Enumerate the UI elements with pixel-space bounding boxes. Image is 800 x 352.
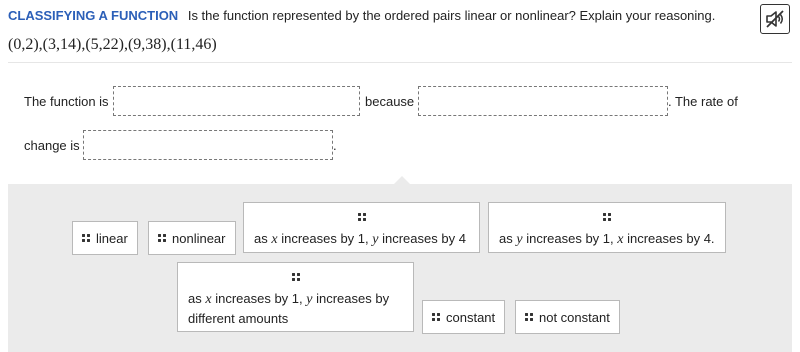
drag-handle-icon <box>292 273 300 281</box>
tile-label: as y increases by 1, x increases by 4. <box>499 231 715 247</box>
tile-label: linear <box>96 230 128 246</box>
drop-zone-rate-of-change[interactable] <box>83 130 333 160</box>
tile-nonlinear[interactable] <box>148 221 236 255</box>
tile-not-constant[interactable] <box>515 300 620 334</box>
drag-handle-icon <box>358 213 366 221</box>
sentence-part-2: because <box>365 94 415 109</box>
tile-label: constant <box>446 309 496 325</box>
sentence-part-1: The function is <box>24 94 109 109</box>
bank-pointer <box>393 176 411 185</box>
tile-label: as x increases by 1, y increases by different amounts <box>188 291 390 326</box>
ordered-pairs: (0,2),(3,14),(5,22),(9,38),(11,46) <box>8 36 217 53</box>
question-text: Is the function represented by the ordered pairs linear or nonlinear? Explain your reasoning. <box>187 8 716 23</box>
audio-button[interactable] <box>760 4 790 34</box>
drag-handle-icon <box>82 234 90 242</box>
tile-label: not constant <box>539 309 610 325</box>
tile-y-increases-x-by-4[interactable] <box>488 202 726 253</box>
tile-linear[interactable] <box>72 221 138 255</box>
question-header <box>8 8 715 24</box>
answer-sentence-area <box>8 62 792 184</box>
sentence-part-4: change is <box>24 138 80 153</box>
drag-handle-icon <box>432 313 440 321</box>
sentence-part-5: . <box>333 138 337 153</box>
drag-handle-icon <box>525 313 533 321</box>
tile-x-increases-y-different[interactable] <box>177 262 414 332</box>
drop-zone-function-type[interactable] <box>113 86 360 116</box>
answer-tile-bank <box>8 184 792 352</box>
tile-label: nonlinear <box>172 230 226 246</box>
tile-constant[interactable] <box>422 300 505 334</box>
drag-handle-icon <box>158 234 166 242</box>
speaker-muted-icon <box>764 8 786 30</box>
drop-zone-reason[interactable] <box>418 86 668 116</box>
tile-x-increases-y-by-4[interactable] <box>243 202 480 253</box>
drag-handle-icon <box>603 213 611 221</box>
tile-label: as x increases by 1, y increases by 4 <box>254 231 466 247</box>
question-category-label: CLASSIFYING A FUNCTION <box>8 8 179 23</box>
sentence-part-3: . The rate of <box>668 94 738 109</box>
